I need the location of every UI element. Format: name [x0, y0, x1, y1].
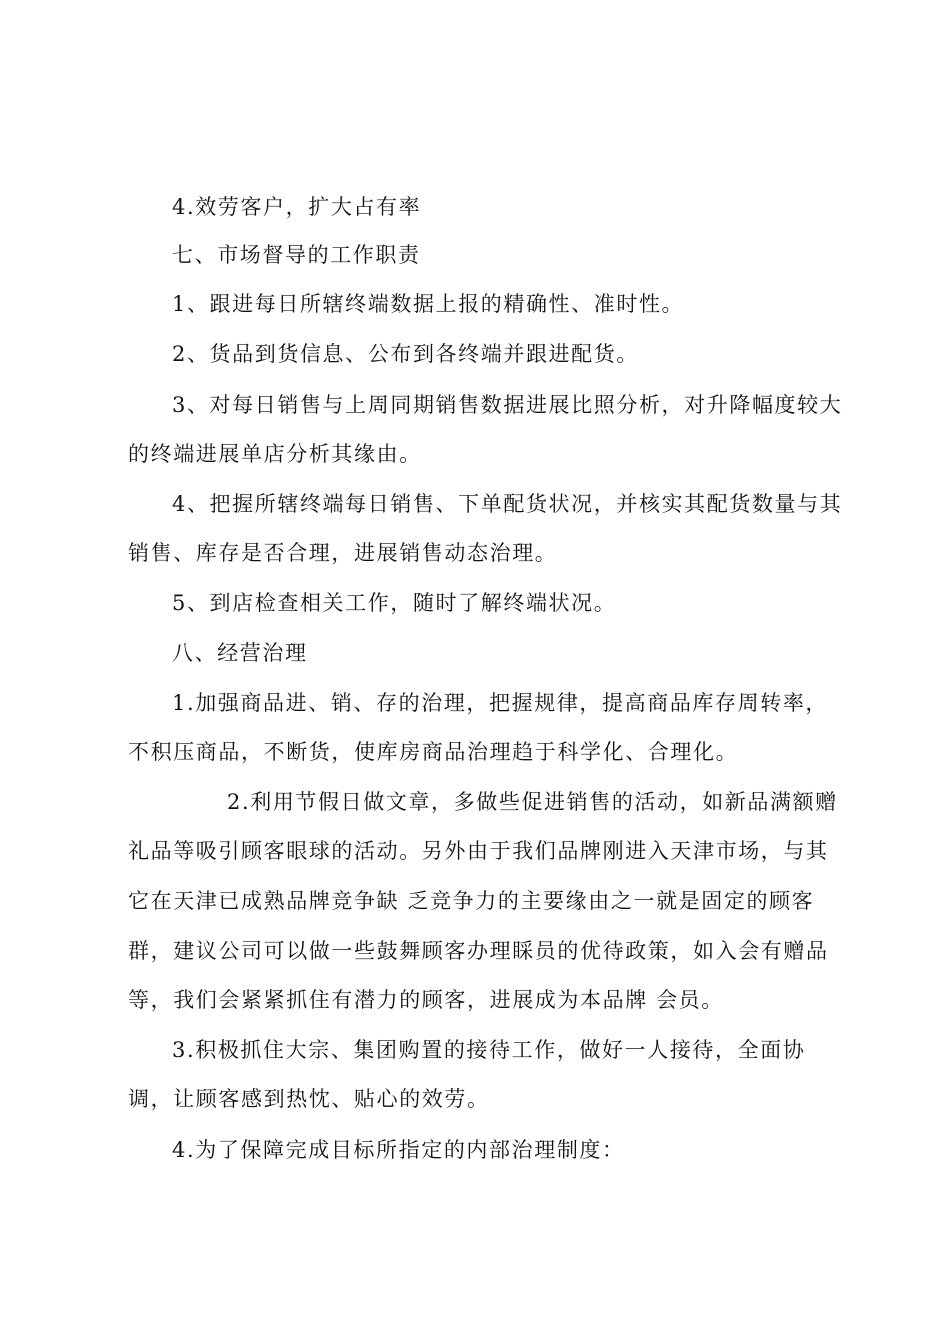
- paragraph-line: 群，建议公司可以做一些鼓舞顾客办理睬员的优待政策，如入会有赠品: [128, 939, 829, 963]
- paragraph-line: 调，让顾客感到热忱、贴心的效劳。: [128, 1087, 490, 1111]
- paragraph-line: 礼品等吸引顾客眼球的活动。另外由于我们品牌刚进入天津市场，与其: [128, 839, 829, 863]
- paragraph-line: 不积压商品，不断货，使库房商品治理趋于科学化、合理化。: [128, 740, 739, 764]
- paragraph-line: 2.利用节假日做文章，多做些促进销售的活动，如新品满额赠: [227, 790, 838, 814]
- paragraph-line: 3、对每日销售与上周同期销售数据进展比照分析，对升降幅度较大: [172, 393, 843, 417]
- section-heading: 七、市场督导的工作职责: [172, 243, 421, 267]
- section-heading: 八、经营治理: [172, 641, 308, 665]
- paragraph-line: 1.加强商品进、销、存的治理，把握规律，提高商品库存周转率，: [172, 691, 829, 715]
- paragraph-line: 3.积极抓住大宗、集团购置的接待工作，做好一人接待，全面协: [172, 1038, 806, 1062]
- paragraph-line: 销售、库存是否合理，进展销售动态治理。: [128, 541, 558, 565]
- paragraph-line: 的终端进展单店分析其缘由。: [128, 442, 422, 466]
- paragraph-line: 4、把握所辖终端每日销售、下单配货状况，并核实其配货数量与其: [172, 492, 843, 516]
- paragraph-line: 4.效劳客户，扩大占有率: [172, 195, 422, 219]
- paragraph-line: 它在天津已成熟品牌竞争缺 乏竞争力的主要缘由之一就是固定的顾客: [128, 889, 815, 913]
- paragraph-line: 5、到店检查相关工作，随时了解终端状况。: [172, 591, 617, 615]
- paragraph-line: 等，我们会紧紧抓住有潜力的顾客，进展成为本品牌 会员。: [128, 988, 724, 1012]
- paragraph-line: 2、货品到货信息、公布到各终端并跟进配货。: [172, 342, 639, 366]
- paragraph-line: 4.为了保障完成目标所指定的内部治理制度：: [172, 1138, 625, 1162]
- paragraph-line: 1、跟进每日所辖终端数据上报的精确性、准时性。: [172, 292, 685, 316]
